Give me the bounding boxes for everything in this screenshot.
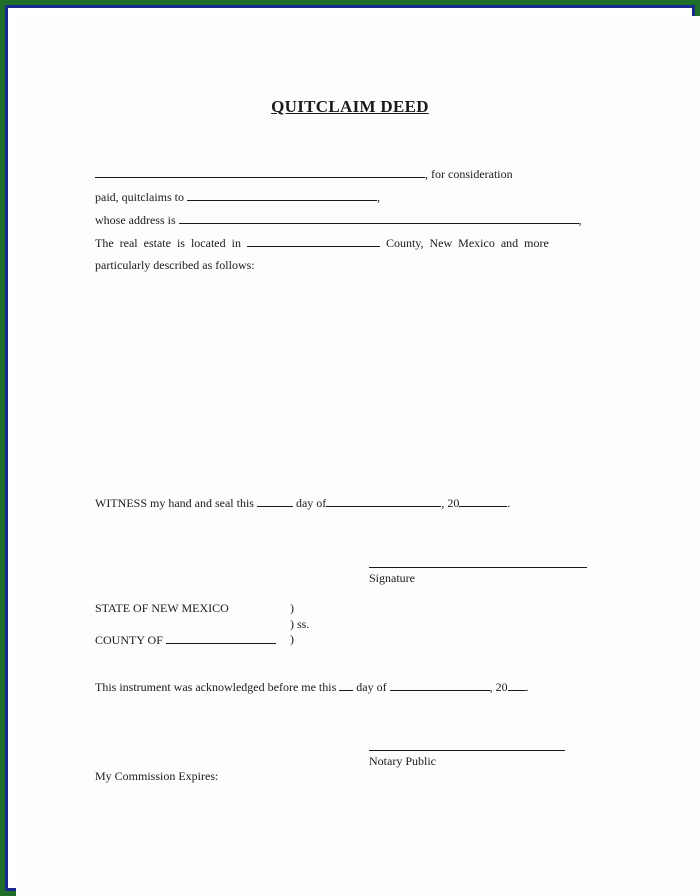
signature-label: Signature <box>369 571 415 585</box>
ack-period: . <box>525 680 529 694</box>
witness-period: . <box>507 496 511 510</box>
address-blank[interactable] <box>179 212 579 224</box>
paren-3: ) <box>290 632 294 646</box>
location-label: The real estate is located in <box>95 236 241 250</box>
ack-label: This instrument was acknowledged before me this <box>95 680 337 694</box>
consideration-text: , for consideration <box>425 167 513 181</box>
notary-signature-line[interactable] <box>369 750 565 751</box>
paren-ss: ) ss. <box>290 617 310 631</box>
grantor-line <box>95 166 513 181</box>
quitclaims-to-label: paid, quitclaims to <box>95 190 184 204</box>
address-line <box>95 212 582 227</box>
ack-day-of: day of <box>356 680 387 694</box>
document-sheet <box>16 16 700 896</box>
inner-frame <box>5 5 695 891</box>
address-comma: , <box>578 213 582 227</box>
notary-label: Notary Public <box>369 754 436 768</box>
paren-1: ) <box>290 601 294 615</box>
commission-label: My Commission Expires: <box>95 769 219 783</box>
ack-day-blank[interactable] <box>339 679 353 691</box>
witness-month-blank[interactable] <box>326 495 441 507</box>
document-title: QUITCLAIM DEED <box>271 97 429 116</box>
witness-day-blank[interactable] <box>257 495 293 507</box>
county-of-blank[interactable] <box>166 632 276 644</box>
witness-day-of: day of <box>295 496 327 510</box>
acknowledgment-line <box>95 679 529 694</box>
grantee-line <box>95 189 380 204</box>
witness-line <box>95 495 510 510</box>
county-blank[interactable] <box>247 235 380 247</box>
ack-year-prefix: , 20 <box>489 680 508 694</box>
county-nm-text: County, New Mexico and more <box>385 236 549 250</box>
description-label: particularly described as follows: <box>95 258 255 272</box>
location-line <box>95 235 549 250</box>
grantee-comma: , <box>377 190 380 204</box>
address-label: whose address is <box>95 213 176 227</box>
signature-line[interactable] <box>369 567 587 568</box>
ack-year-blank[interactable] <box>508 679 526 691</box>
state-label: STATE OF NEW MEXICO <box>95 601 229 615</box>
grantee-name-blank[interactable] <box>187 189 377 201</box>
grantor-name-blank[interactable] <box>95 166 425 178</box>
witness-year-blank[interactable] <box>459 495 507 507</box>
witness-label: WITNESS my hand and seal this <box>95 496 254 510</box>
county-line <box>95 632 276 647</box>
ack-month-blank[interactable] <box>390 679 490 691</box>
witness-year-prefix: , 20 <box>441 496 460 510</box>
county-label: COUNTY OF <box>95 633 163 647</box>
